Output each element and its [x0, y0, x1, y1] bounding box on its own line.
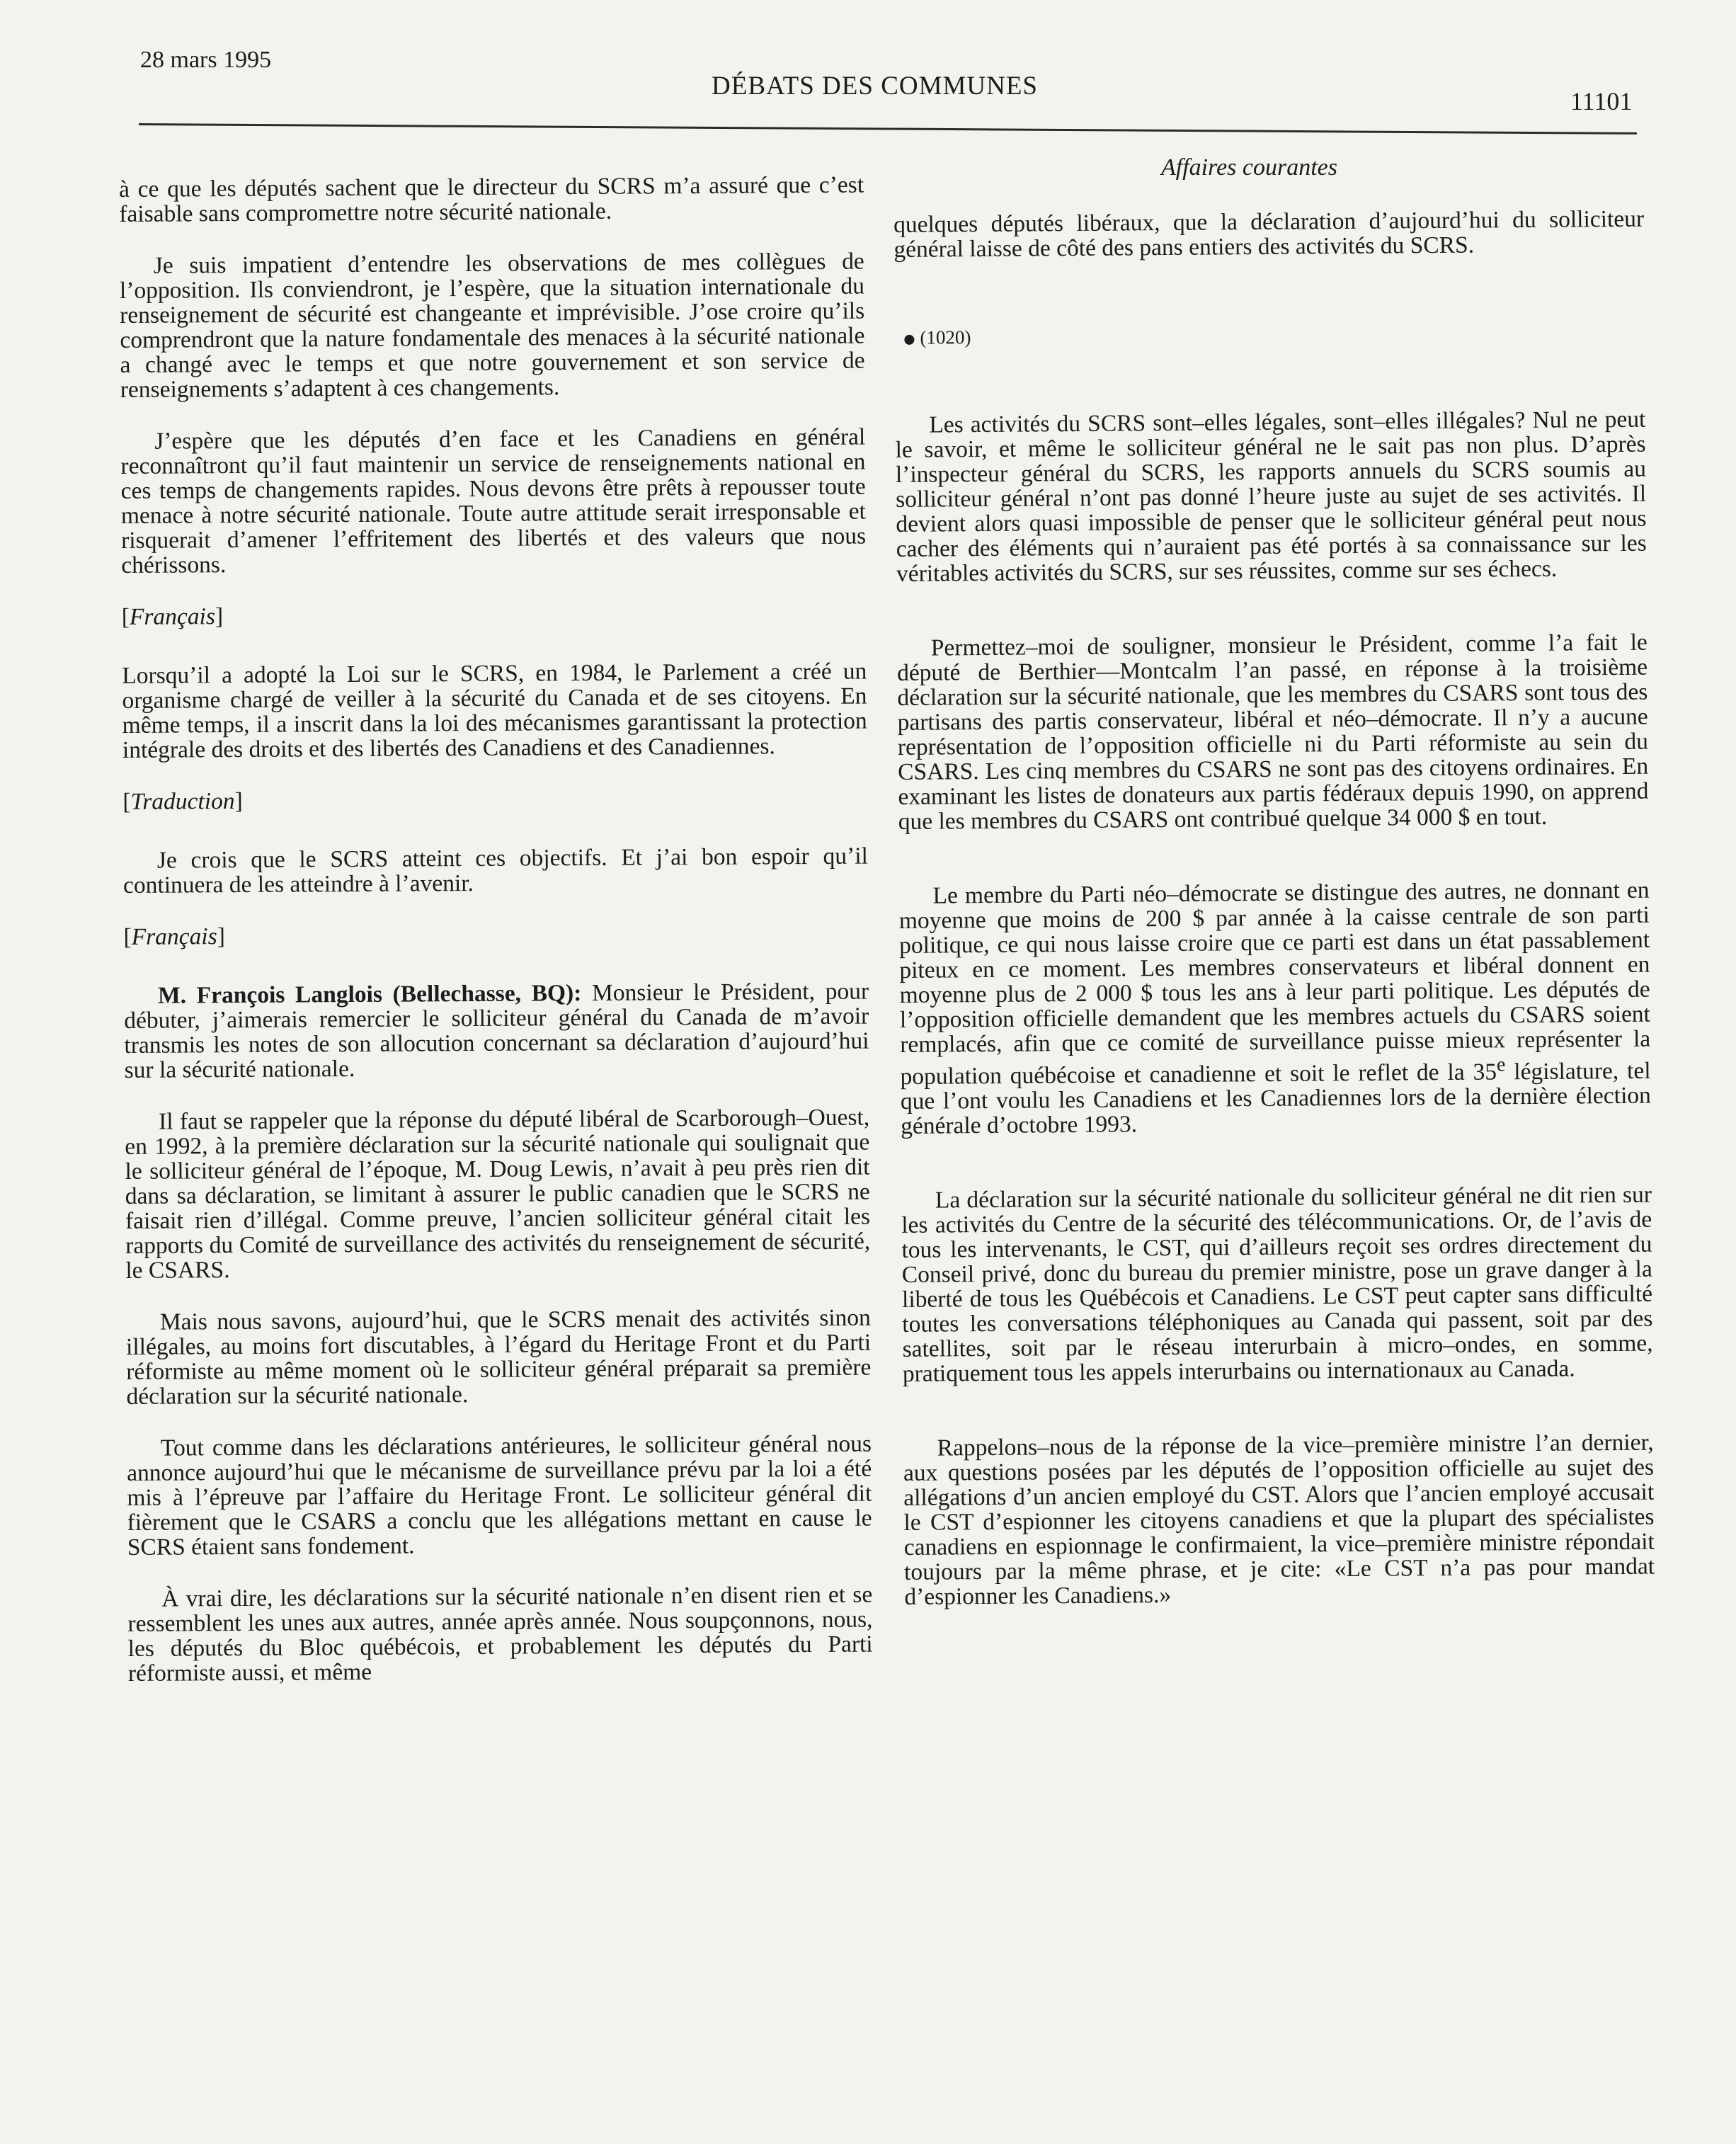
time-marker: [904, 320, 1645, 350]
paragraph: Les activités du SCRS sont–elles légales, sont–elles illégales? Nul ne peut le savoir, et même le solliciteur général ne le sait pas non plus. D’après l’inspecteur général du SCRS, les rapports annuels du SCRS soumis au solliciteur général n’ont pas donné l’heure juste au sujet de ses activités. Il devient alors quasi impossible de penser que le solliciteur général peut nous cacher des éléments qui n’auraient pas été portés à sa connaissance sur les véritables activités du SCRS, sur ses réussites, comme sur ses échecs.: [895, 406, 1647, 587]
language-marker: [Français]: [123, 923, 225, 950]
paragraph: Permettez–moi de souligner, monsieur le Président, comme l’a fait le député de Berthier—Montcalm l’an passé, en réponse à la troisième déclaration sur la sécurité nationale, que les membres du CSARS sont tous des partisans des partis conservateur, libéral et néo–démocrate. Il n’y a aucune représentation de l’opposition officielle ni du Parti réformiste au sein du CSARS. Les cinq membres du CSARS ne sont pas des citoyens ordinaires. En examinant les listes de donateurs aux partis fédéraux depuis 1990, on apprend que les membres du CSARS ont contribué quelque 34 000 $ en tout.: [896, 629, 1649, 835]
paragraph: La déclaration sur la sécurité nationale du solliciteur général ne dit rien sur les activités du Centre de la sécurité des télécommunications. Or, de l’avis de tous les intervenants, le CST, qui d’ailleurs reçoit ses ordres directement du Conseil privé, donc du bureau du premier ministre, pose un grave danger à la liberté de tous les Québécois et Canadiens. Le CST peut capter sans difficulté toutes les conversations téléphoniques au Canada qui passent, soit par des satellites, soit par le réseau interurbain à micro–ondes, en somme, pratiquement tous les appels interurbains ou internationaux au Canada.: [901, 1181, 1653, 1388]
speaker-name: M. François Langlois (Bellechasse, BQ):: [157, 980, 582, 1009]
header-date: 28 mars 1995: [140, 47, 272, 73]
paragraph: à ce que les députés sachent que le directeur du SCRS m’a assuré que c’est faisable sans compromettre notre sécurité nationale.: [118, 171, 864, 227]
language-marker: [Français]: [121, 603, 224, 630]
right-column: [893, 207, 1655, 1636]
paragraph: Mais nous savons, aujourd’hui, que le SCRS menait des activités sinon illégales, au moins fort discutables, à l’égard du Heritage Front et du Parti réformiste au même moment où le solliciteur général préparait sa première déclaration sur la sécurité nationale.: [125, 1304, 872, 1410]
language-marker-text: Français: [131, 923, 217, 950]
paragraph-text: législature, tel que l’ont voulu les Canadiens et les Canadiennes lors de la dernière élection générale d’octobre 1993.: [900, 1057, 1651, 1140]
section-label: Affaires courantes: [1161, 154, 1337, 181]
speaker-paragraph: [124, 979, 869, 1083]
bullet-icon: [904, 335, 914, 345]
paragraph: Lorsqu’il a adopté la Loi sur le SCRS, en 1984, le Parlement a créé un organisme chargé de veiller à la sécurité du Canada et de ses citoyens. En même temps, il a inscrit dans la loi des mécanismes garantissant la protection intégrale des droits et des libertés des Canadiens et des Canadiennes.: [122, 658, 867, 763]
left-column: [119, 173, 873, 1713]
language-marker-text: Français: [129, 603, 216, 630]
paragraph: [898, 878, 1651, 1139]
paragraph: J’espère que les députés d’en face et les Canadiens en général reconnaîtront qu’il faut maintenir un service de renseignements national en ces temps de changements rapides. Nous devons être prêts à repousser toute menace à notre sécurité nationale. Toute autre attitude serait irresponsable et risquerait d’amener l’effritement des libertés et des valeurs que nous chérissons.: [120, 423, 867, 578]
paragraph: Il faut se rappeler que la réponse du député libéral de Scarborough–Ouest, en 1992, à la première déclaration sur la sécurité nationale qui soulignait que le solliciteur général de l’époque, M. Doug Lewis, n’avait à peu près rien dit dans sa déclaration, se limitant à assurer le public canadien que le SCRS ne faisait rien d’illégal. Comme preuve, l’ancien solliciteur général citait les rapports du Comité de surveillance des activités du renseignement de sécurité, le CSARS.: [125, 1104, 871, 1284]
language-marker: [Traduction]: [122, 787, 243, 815]
header-title: DÉBATS DES COMMUNES: [712, 72, 1039, 101]
paragraph: quelques députés libéraux, que la déclaration d’aujourd’hui du solliciteur général laisse de côté des pans entiers des activités du SCRS.: [893, 205, 1645, 263]
paragraph: Je suis impatient d’entendre les observations de mes collègues de l’opposition. Ils conviendront, je l’espère, que la situation internationale du renseignement de sécurité est changeante et imprévisible. J’ose croire qu’ils comprendront que la nature fondamentale des menaces à la sécurité nationale a changé avec le temps et que notre gouvernement et son service de renseignements s’adaptent à ces changements.: [119, 248, 865, 403]
header-rule: [139, 123, 1637, 135]
language-marker-text: Traduction: [130, 788, 235, 815]
paragraph: Rappelons–nous de la réponse de la vice–première ministre l’an dernier, aux questions posées par les députés de l’opposition officielle au sujet des allégations d’un ancien employé du CST. Alors que l’ancien employé accusait le CST d’espionner les citoyens canadiens et que la plupart des spécialistes canadiens en espionnage le confirmaient, la vice–première ministre répondait toujours par la même phrase, et je cite: «Le CST n’a pas pour mandat d’espionner les Canadiens.»: [903, 1429, 1655, 1611]
paragraph-text: Le membre du Parti néo–démocrate se distingue des autres, ne donnant en moyenne que moins de 200 $ par année à la caisse centrale de son parti politique, ce qui nous laisse croire que ce parti est dans un état passablement piteux en ce moment. Les membres conservateurs et libéral donnent en moyenne plus de 2 000 $ tous les ans à leur parti politique. Les députés de l’opposition officielle demandent que les membres actuels du CSARS soient remplacés, afin que ce comité de surveillance puisse mieux représenter la population québécoise et canadienne et soit le reflet de la 35: [898, 877, 1651, 1090]
speaker-text: Monsieur le Président, pour débuter, j’aimerais remercier le solliciteur général du Canada de m’avoir transmis les notes de son allocution concernant sa déclaration d’aujourd’hui sur la sécurité nationale.: [124, 978, 869, 1083]
superscript: e: [1496, 1054, 1506, 1076]
paragraph: À vrai dire, les déclarations sur la sécurité nationale n’en disent rien et se ressemblent les unes aux autres, année après année. Nous soupçonnons, nous, les députés du Bloc québécois, et probablement les députés du Parti réformiste aussi, et même: [127, 1581, 873, 1687]
paragraph: Je crois que le SCRS atteint ces objectifs. Et j’ai bon espoir qu’il continuera de les atteindre à l’avenir.: [122, 843, 868, 899]
header-page-number: 11101: [1570, 87, 1633, 115]
time-marker-text: (1020): [920, 326, 971, 348]
paragraph: Tout comme dans les déclarations antérieures, le solliciteur général nous annonce aujourd’hui que le mécanisme de surveillance prévu par la loi a été mis à l’épreuve par l’affaire du Heritage Front. Le solliciteur général dit fièrement que le CSARS a conclu que les allégations mettant en cause le SCRS étaient sans fondement.: [127, 1430, 872, 1561]
